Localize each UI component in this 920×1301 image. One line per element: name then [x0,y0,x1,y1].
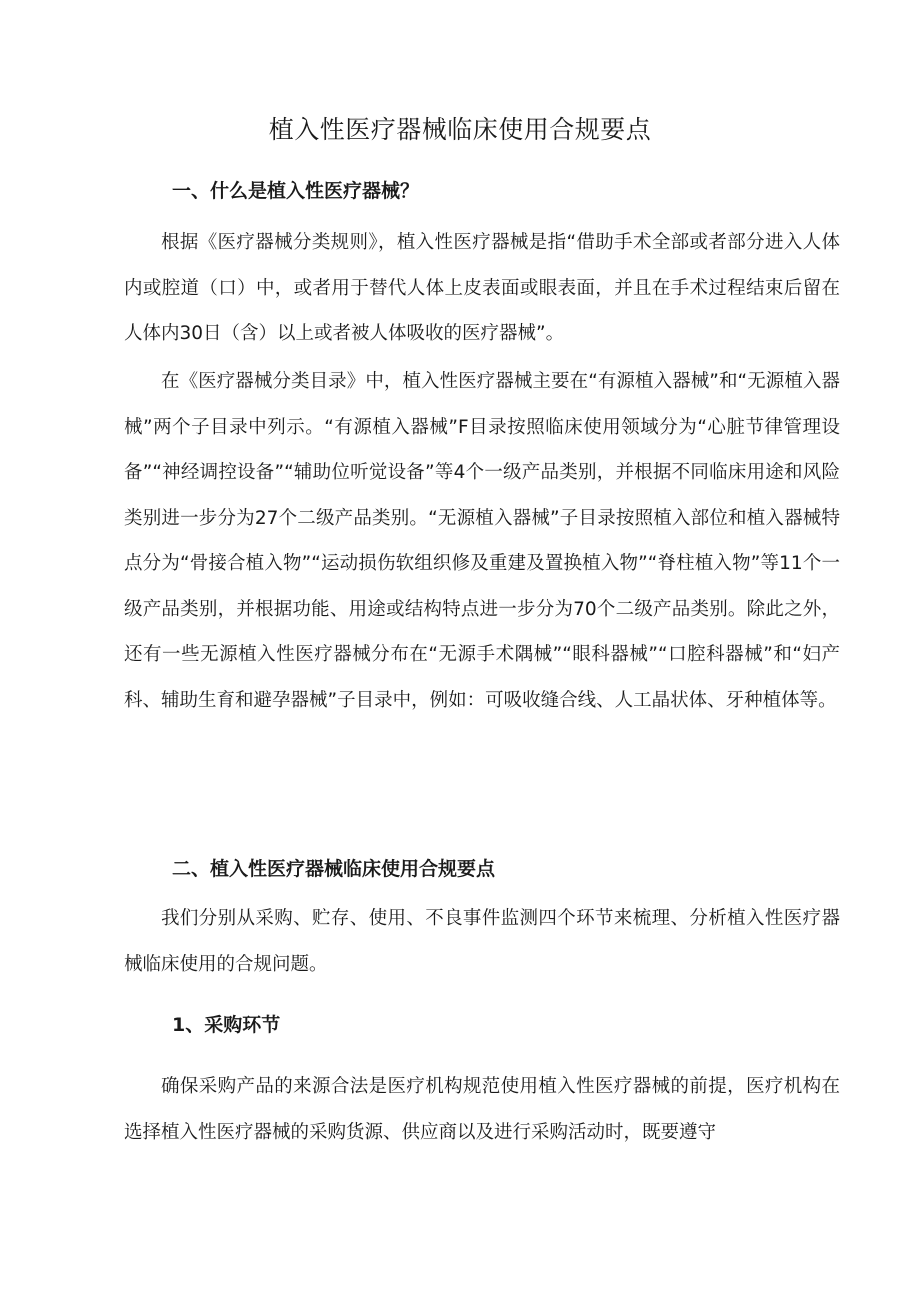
intro-paragraph: 我们分别从采购、贮存、使用、不良事件监测四个环节来梳理、分析植入性医疗器械临床使用的合规问题。 [124,908,840,975]
section-heading-what-is: 一、什么是植入性医疗器械？ [172,180,420,202]
document-title: 植入性医疗器械临床使用合规要点 [268,115,652,144]
subsection-heading-procurement: 1、采购环节 [172,1014,281,1036]
catalog-paragraph: 在《医疗器械分类目录》中，植入性医疗器械主要在“有源植入器械”和“无源植入器械”两个子目录中列示。“有源植入器械”F目录按照临床使用领域分为“心脏节律管理设备”“神经调控设备”“辅助位听觉设备”等4个一级产品类别，并根据不同临床用途和风险类别进一步分为27个二级产品类别。“无源植入器械”子目录按照植入部位和植入器械特点分为“骨接合植入物”“运动损伤软组织修及重建及置换植入物”“脊柱植入物”等11个一级产品类别，并根据功能、用途或结构特点进一步分为70个二级产品类别。除此之外，还有一些无源植入性医疗器械分布在“无源手术隅械”“眼科器械”“口腔科器械”和“妇产科、辅助生育和避孕器械”子目录中，例如：可吸收缝合线、人工晶状体、牙种植体等。 [124,371,840,711]
procurement-paragraph: 确保采购产品的来源合法是医疗机构规范使用植入性医疗器械的前提，医疗机构在选择植入性医疗器械的采购货源、供应商以及进行采购活动时，既要遵守 [124,1076,840,1143]
definition-paragraph: 根据《医疗器械分类规则》，植入性医疗器械是指“借助手术全部或者部分进入人体内或腔道（口）中，或者用于替代人体上皮表面或眼表面，并且在手术过程结束后留在人体内30日（含）以上或者被人体吸收的医疗器械”。 [124,232,840,344]
section-heading-compliance: 二、植入性医疗器械临床使用合规要点 [172,858,496,880]
